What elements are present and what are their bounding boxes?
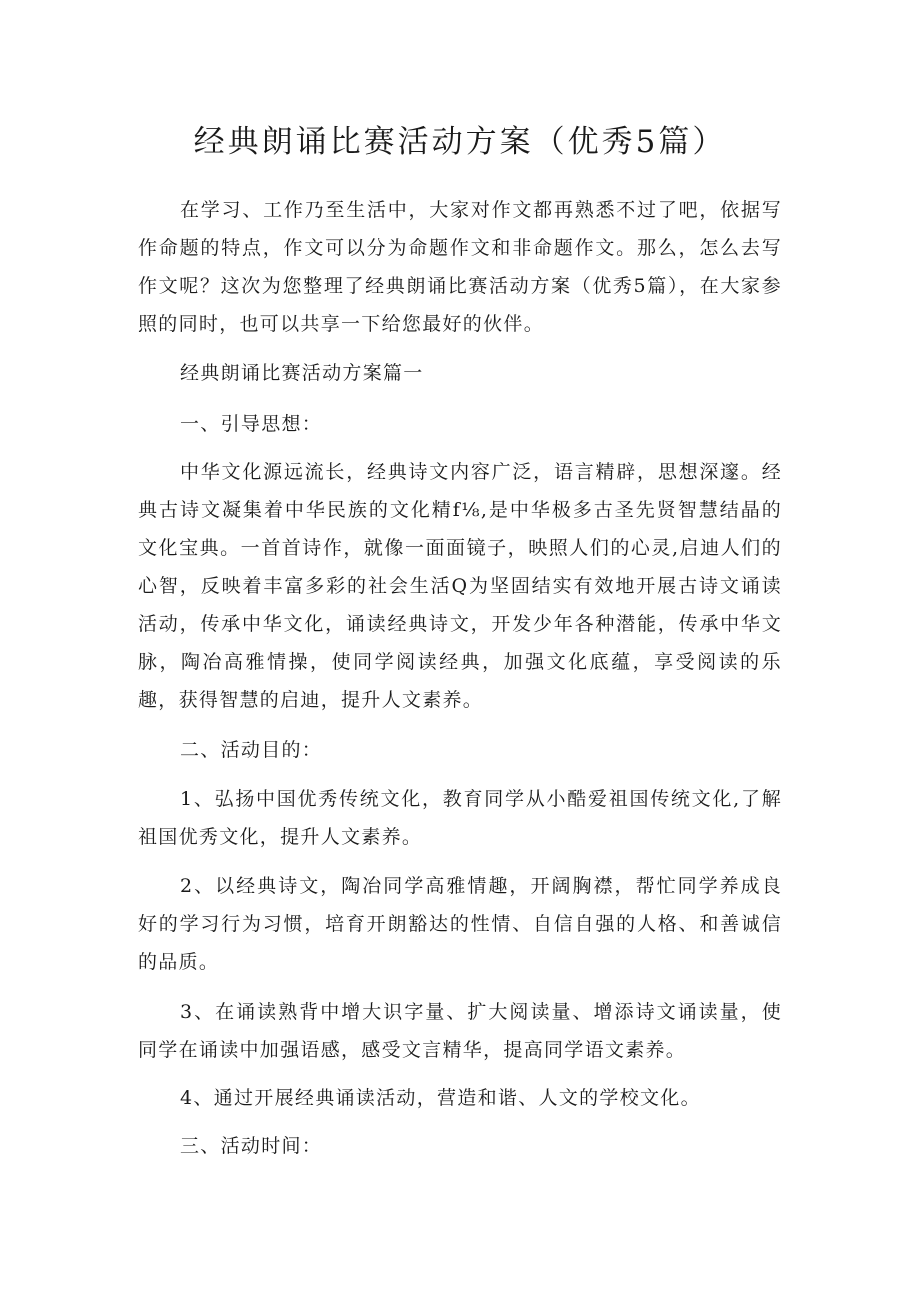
purpose-item-2: 2、以经典诗文，陶冶同学高雅情趣，开阔胸襟，帮忙同学养成良好的学习行为习惯，培育开朗豁达的性情、自信自强的人格、和善诚信的品质。: [138, 875, 782, 973]
purpose-item-1: 1、弘扬中国优秀传统文化，教育同学从小酷爱祖国传统文化,了解祖国优秀文化，提升人文素养。: [138, 788, 782, 848]
heading-activity-purpose: 二、活动目的：: [180, 739, 323, 761]
guiding-thought-paragraph: 中华文化源远流长，经典诗文内容广泛，语言精辟，思想深邃。经典古诗文凝集着中华民族的文化精f⅛,是中华极多古圣先贤智慧结晶的文化宝典。一首首诗作，就像一面面镜子，映照人们的心灵,启迪人们的心智，反映着丰富多彩的社会生活Q为坚固结实有效地开展古诗文诵读活动，传承中华文化，诵读经典诗文，开发少年各种潜能，传承中华文脉，陶冶高雅情操，使同学阅读经典，加强文化底蕴，享受阅读的乐趣，获得智慧的启迪，提升人文素养。: [138, 461, 782, 711]
section-heading-part-one: 经典朗诵比赛活动方案篇一: [180, 362, 424, 384]
document-title: 经典朗诵比赛活动方案（优秀5篇）: [193, 124, 727, 160]
purpose-item-4: 4、通过开展经典诵读活动，营造和谐、人文的学校文化。: [180, 1087, 701, 1109]
heading-activity-time: 三、活动时间：: [180, 1135, 323, 1157]
heading-guiding-thought: 一、引导思想：: [180, 413, 323, 435]
purpose-item-3: 3、在诵读熟背中增大识字量、扩大阅读量、增添诗文诵读量，使同学在诵读中加强语感，感受文言精华，提高同学语文素养。: [138, 1001, 782, 1061]
intro-paragraph: 在学习、工作乃至生活中，大家对作文都再熟悉不过了吧，依据写作命题的特点，作文可以分为命题作文和非命题作文。那么，怎么去写作文呢？这次为您整理了经典朗诵比赛活动方案（优秀5篇），在大家参照的同时，也可以共享一下给您最好的伙伴。: [138, 199, 782, 335]
